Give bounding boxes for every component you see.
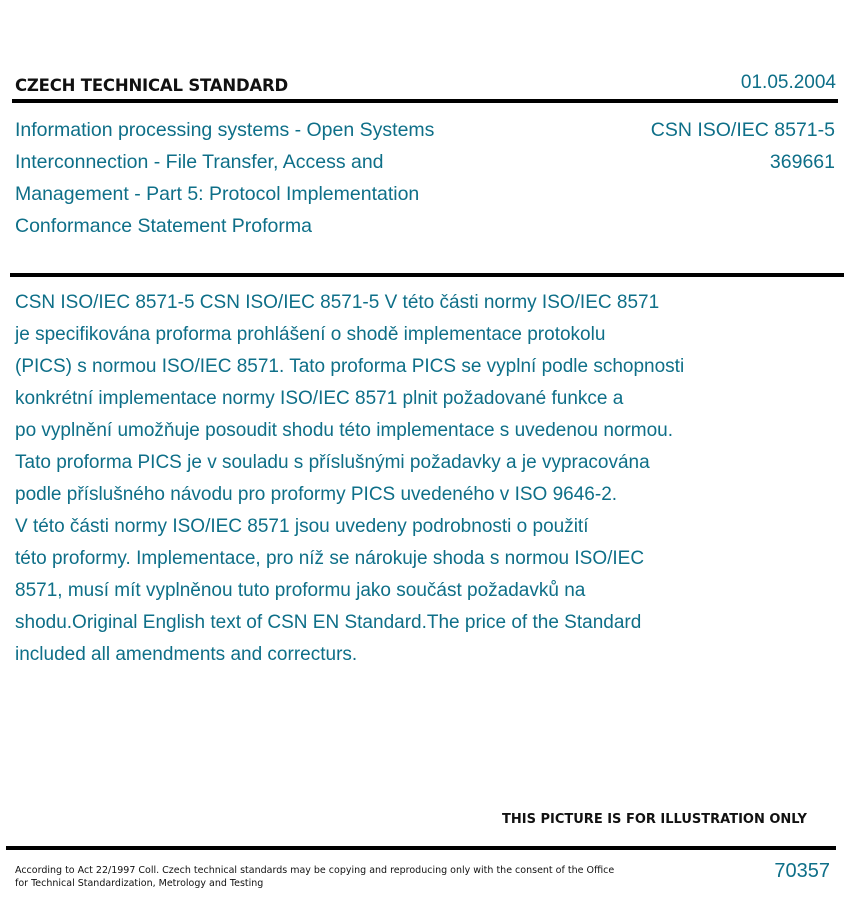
description-line: V této části normy ISO/IEC 8571 jsou uvedeny podrobnosti o použití [15, 516, 589, 537]
title-line: Information processing systems - Open Systems [15, 119, 435, 141]
footer-divider [6, 846, 836, 850]
description-line: konkrétní implementace normy ISO/IEC 8571 plnit požadované funkce a [15, 388, 624, 409]
description-line: CSN ISO/IEC 8571-5 CSN ISO/IEC 8571-5 V této části normy ISO/IEC 8571 [15, 292, 660, 313]
publication-date: 01.05.2004 [740, 72, 836, 93]
title-line: Management - Part 5: Protocol Implementation [15, 183, 420, 205]
title-line: Conformance Statement Proforma [15, 215, 312, 237]
description-line: (PICS) s normou ISO/IEC 8571. Tato proforma PICS se vyplní podle schopnosti [15, 356, 685, 377]
standard-identifiers [651, 114, 835, 178]
document-number: 70357 [774, 860, 830, 882]
copyright-notice [15, 864, 615, 890]
title-line: Interconnection - File Transfer, Access and [15, 151, 384, 173]
document-type-label: CZECH TECHNICAL STANDARD [15, 76, 289, 95]
standard-code: CSN ISO/IEC 8571-5 [650, 119, 835, 141]
header-divider [12, 99, 838, 103]
catalog-number: 369661 [769, 151, 835, 173]
description-line: shodu.Original English text of CSN EN Standard.The price of the Standard [15, 612, 642, 633]
description-line: po vyplnění umožňuje posoudit shodu této implementace s uvedenou normou. [15, 420, 674, 441]
standard-description [15, 287, 785, 671]
illustration-disclaimer: THIS PICTURE IS FOR ILLUSTRATION ONLY [502, 812, 807, 827]
legal-line: According to Act 22/1997 Coll. Czech technical standards may be copying and reproducing only with the consent of the Office [15, 865, 615, 876]
description-line: 8571, musí mít vyplněnou tuto proformu jako součást požadavků na [15, 580, 586, 601]
legal-line: for Technical Standardization, Metrology and Testing [15, 878, 264, 889]
standard-title [15, 114, 515, 242]
description-line: included all amendments and correcturs. [15, 644, 358, 665]
description-line: Tato proforma PICS je v souladu s příslušnými požadavky a je vypracována [15, 452, 650, 473]
description-line: je specifikována proforma prohlášení o shodě implementace protokolu [15, 324, 606, 345]
title-divider [10, 273, 844, 277]
description-line: této proformy. Implementace, pro níž se nárokuje shoda s normou ISO/IEC [15, 548, 645, 569]
description-line: podle příslušného návodu pro proformy PICS uvedeného v ISO 9646-2. [15, 484, 618, 505]
